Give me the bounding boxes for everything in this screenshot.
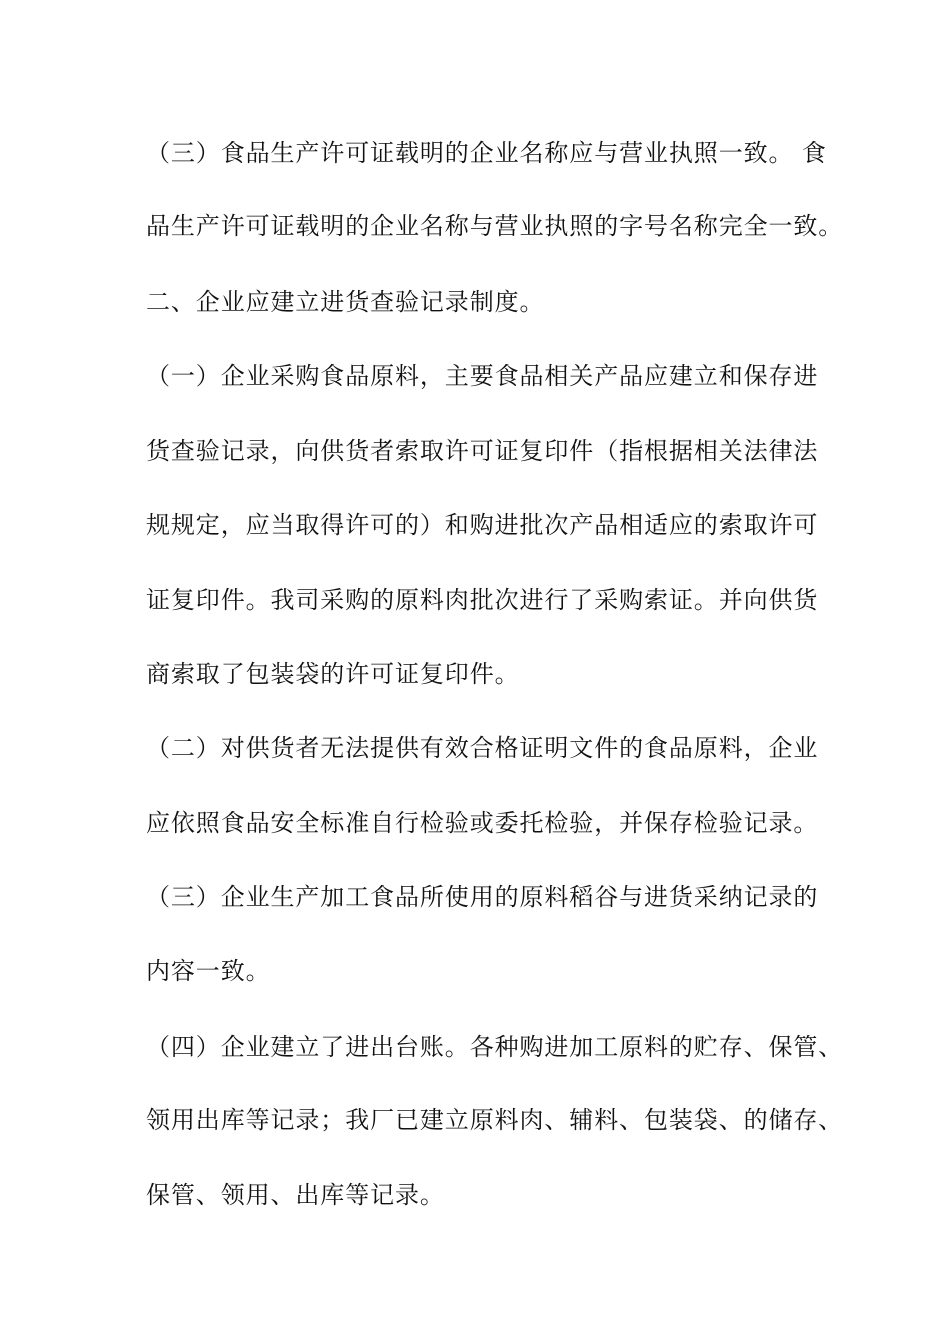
text-line-5: 货查验记录，向供货者索取许可证复印件（指根据相关法律法 <box>146 437 819 465</box>
text-line-1: （三）食品生产许可证载明的企业名称应与营业执照一致。 食 <box>146 139 827 167</box>
text-line-14: 领用出库等记录；我厂已建立原料肉、辅料、包装袋、的储存、 <box>146 1106 844 1134</box>
text-line-3: 二、企业应建立进货查验记录制度。 <box>146 288 545 316</box>
text-line-10: 应依照食品安全标准自行检验或委托检验，并保存检验记录。 <box>146 809 819 837</box>
text-line-15: 保管、领用、出库等记录。 <box>146 1181 445 1209</box>
text-line-11: （三）企业生产加工食品所使用的原料稻谷与进货采纳记录的 <box>146 883 819 911</box>
text-line-9: （二）对供货者无法提供有效合格证明文件的食品原料，企业 <box>146 734 819 762</box>
text-line-6: 规规定，应当取得许可的）和购进批次产品相适应的索取许可 <box>146 511 819 539</box>
text-line-7: 证复印件。我司采购的原料肉批次进行了采购索证。并向供货 <box>146 586 819 614</box>
text-line-12: 内容一致。 <box>146 957 271 985</box>
text-line-8: 商索取了包装袋的许可证复印件。 <box>146 660 520 688</box>
text-line-2: 品生产许可证载明的企业名称与营业执照的字号名称完全一致。 <box>146 212 844 240</box>
text-line-13: （四）企业建立了进出台账。各种购进加工原料的贮存、保管、 <box>146 1033 844 1061</box>
text-line-4: （一）企业采购食品原料，主要食品相关产品应建立和保存进 <box>146 362 819 390</box>
